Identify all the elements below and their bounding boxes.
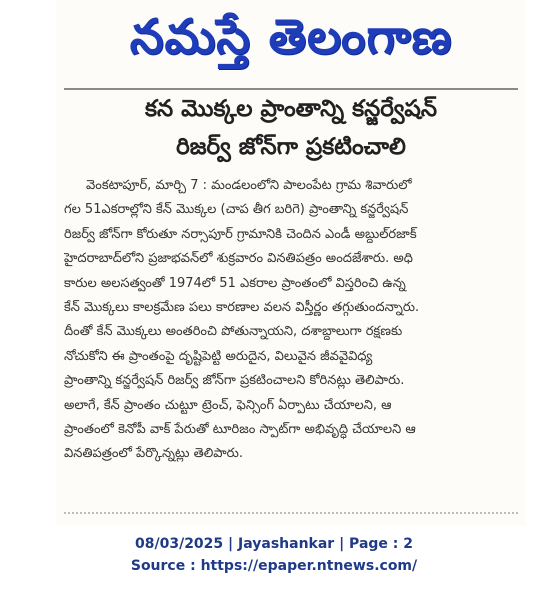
headline-line-1: కన మొక్కల ప్రాంతాన్ని కన్జర్వేషన్ [145,96,437,122]
newspaper-clipping [56,0,526,526]
body-line: వినతిపత్రంలో పేర్కొన్నట్లు తెలిపారు. [64,446,243,462]
masthead-divider [64,88,518,90]
publication-info: 08/03/2025 | Jayashankar | Page : 2 [135,536,413,552]
body-line: వెంకటాపూర్, మార్చి 7 : మండలంలోని పాలంపేట గ్రామ శివారులో [86,178,412,193]
newspaper-masthead: నమస్తే తెలంగాణ [129,9,453,65]
body-line: దీంతో కేన్ మొక్కలు అంతరించి పోతున్నాయని, దశాబ్దాలుగా రక్షణకు [64,324,403,340]
headline-line-2: రిజర్వ్ జోన్‌గా ప్రకటించాలి [176,134,406,160]
body-line: రిజర్వ్ జోన్‌గా కోరుతూ నర్సాపూర్ గ్రామానికి చెందిన ఎండీ అబ్దుల్‌రజాక్ [64,226,417,242]
body-line: కారుల అలసత్వంతో 1974లో 51 ఎకరాల ప్రాంతంలో విస్తరించి ఉన్న [64,275,406,291]
source-link: Source : https://epaper.ntnews.com/ [130,558,418,574]
body-line: ప్రాంతంలో కెనోపీ వాక్ పేరుతో టూరిజం స్పాట్‌గా అభివృద్ధి చేయాలని ఆ [64,421,416,437]
body-line: నోచుకోని ఈ ప్రాంతంపై దృష్టిపెట్టి అరుదైన, విలువైన జీవవైవిధ్య [64,348,373,364]
body-line: కేన్ మొక్కలు కాలక్రమేణ పలు కారణాల వలన విస్తీర్ణం తగ్గుతుందన్నారు. [64,299,420,315]
article-body [64,174,520,467]
body-line: అలాగే, కేన్ ప్రాంతం చుట్టూ ట్రెంచ్, ఫెన్సింగ్ ఏర్పాటు చేయాలని, ఆ [64,397,392,413]
article-end-divider [64,512,518,514]
body-line: హైదరాబాద్‌లోని ప్రజాభవన్‌లో శుక్రవారం వినతిపత్రం అందజేశారు. అధి [64,251,413,267]
body-line: గల 51ఎకరాల్లోని కేన్ మొక్కల (చాప తీగ బరిగె) ప్రాంతాన్ని కన్జర్వేషన్ [64,202,409,218]
body-line: ప్రాంతాన్ని కన్జర్వేషన్ రిజర్వ్ జోన్‌గా ప్రకటించాలని కోరినట్లు తెలిపారు. [64,373,405,389]
